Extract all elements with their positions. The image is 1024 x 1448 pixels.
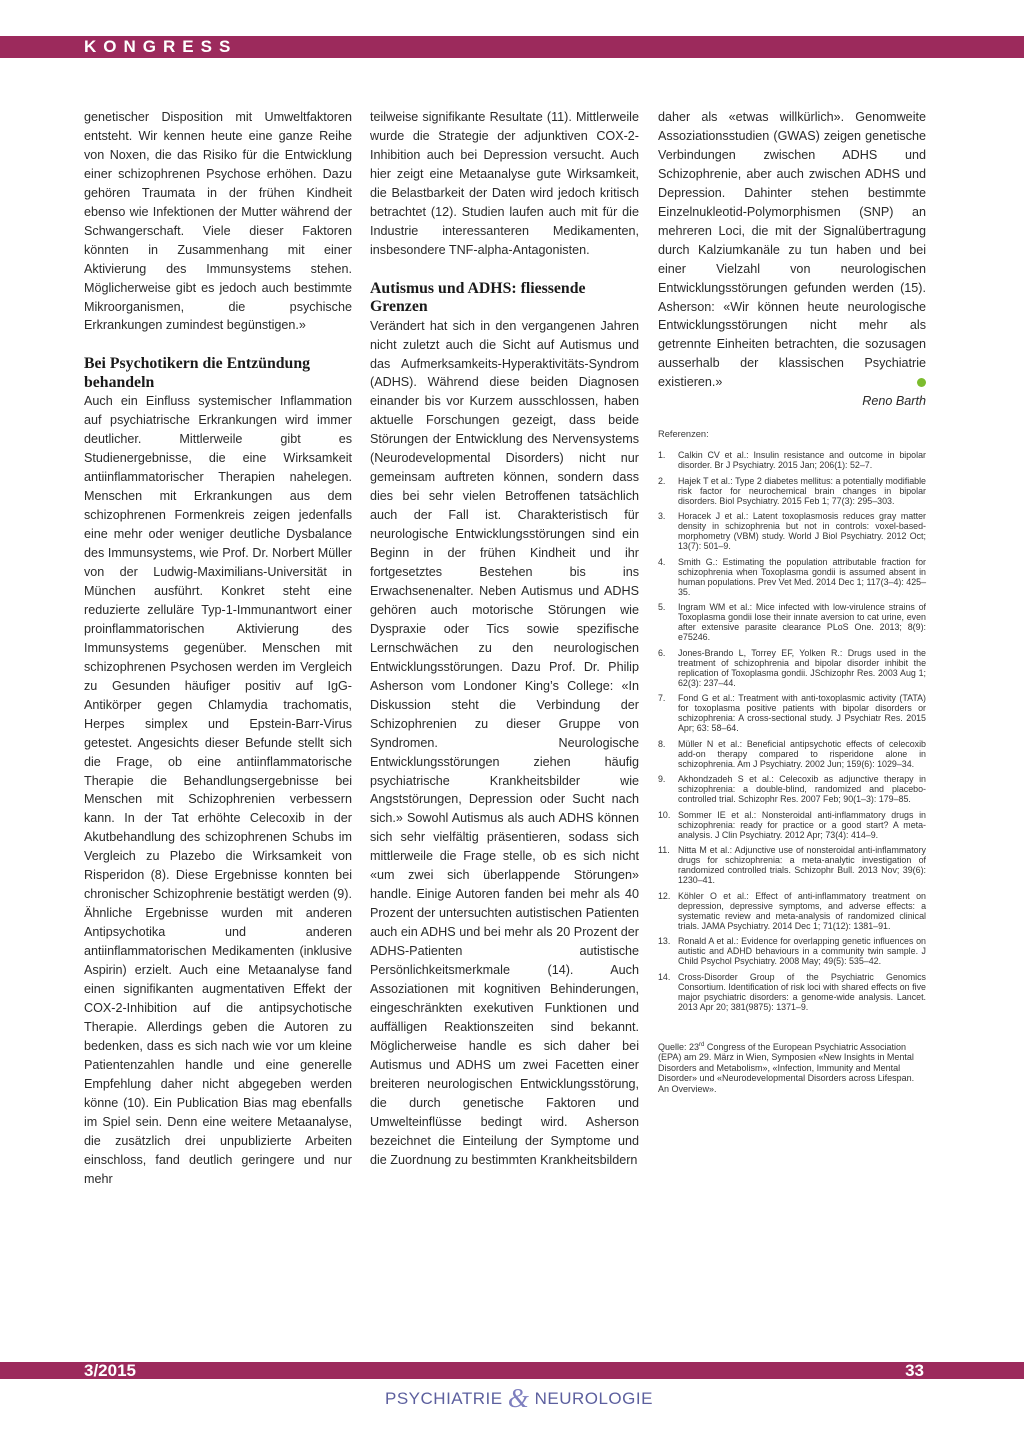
reference-item [658,936,926,966]
reference-item [658,557,926,597]
footer-bar [0,1362,1024,1379]
reference-text: Ingram WM et al.: Mice infected with low-virulence strains of Toxoplasma gondii lose their innate aversion to cat urine, even after extensive parasite clearance PLoS One. 2013; 8(9): e75246. [678,602,926,643]
reference-item [658,739,926,769]
paragraph [658,108,926,392]
article-column-1 [84,108,352,1188]
reference-number: 13. [658,936,671,947]
reference-text: Akhondzadeh S et al.: Celecoxib as adjunctive therapy in schizophrenia: a double-blind, randomized and placebo-controlled trial. Schizophr Res. 2007 Feb; 90(1–3): 179–85. [678,774,926,805]
end-of-article-marker-icon [917,378,926,387]
reference-item [658,972,926,1012]
reference-number: 11. [658,845,670,856]
reference-text: Müller N et al.: Beneficial antipsychotic effects of celecoxib add-on therapy compared to risperidone alone in schizophrenia. Am J Psychiatry. 2002 Jun; 159(6): 1029–34. [678,738,926,769]
paragraph: genetischer Disposition mit Umweltfaktoren entsteht. Wir kennen heute eine ganze Reihe von Noxen, die das Risiko für die Entwicklung einer schizophrenen Psychose erhöhen. Dazu gehören Traumata in der frühen Kindheit ebenso wie Infektionen der Mutter während der Schwangerschaft. Viele dieser Faktoren könnten in Zusammenhang mit einer Aktivierung des Immunsystems stehen. Möglicherweise gibt es jedoch auch bestimmte Mikroorganismen, die psychische Erkrankungen zumindest begünstigen.» [84,110,352,333]
source-note [658,1040,926,1095]
references-list [658,450,926,1012]
section-header-bar [0,36,1024,58]
reference-number: 9. [658,774,666,785]
reference-item [658,602,926,642]
section-heading: Bei Psychotikern die Entzündung behandeln [84,355,311,391]
reference-text: Ronald A et al.: Evidence for overlapping genetic influences on autistic and ADHD behaviours in a community twin sample. J Child Psychol Psychiatry. 2008 May; 49(5): 535–42. [678,936,926,967]
source-text: Congress of the European Psychiatric Association (EPA) am 29. März in Wien, Symposien «New Insights in Mental Disorders and Metabolism», «Infection, Immunity and Mental Disorder» und «Neurodevelopmental Disorders across Lifespan. An Overview». [658,1041,915,1094]
reference-item [658,774,926,804]
reference-number: 1. [658,450,666,461]
article-column-2 [370,108,639,1170]
reference-item [658,511,926,551]
reference-text: Köhler O et al.: Effect of anti-inflammatory treatment on depression, depressive symptoms, and adverse effects: a systematic review and meta-analysis of randomized clinical trials. JAMA Psychiatry. 2014 Dec 1; 71(12): 1381–91. [678,890,926,931]
ampersand-glyph: & [507,1383,530,1413]
reference-number: 14. [658,971,671,982]
source-superscript: rd [699,1041,705,1048]
reference-item [658,476,926,506]
journal-name-left: PSYCHIATRIE [385,1389,503,1408]
reference-item [658,891,926,931]
reference-text: Horacek J et al.: Latent toxoplasmosis reduces gray matter density in schizophrenia but not in controls: voxel-based-morphometry (VBM) study. World J Biol Psychiatry. 2012 Oct; 13(7): 501–9. [678,511,926,552]
reference-number: 8. [658,738,666,749]
reference-text: Smith G.: Estimating the population attributable fraction for schizophrenia when Toxoplasma gondii is assumed absent in human populations. Prev Vet Med. 2014 Dec 1; 117(3–4): 425–35. [678,556,927,597]
paragraph: teilweise signifikante Resultate (11). Mittlerweile wurde die Strategie der adjunktiven COX-2-Inhibition auch bei Depression versucht. Auch hier zeigt eine Metaanalyse gute Wirksamkeit, die Belastbarkeit der Daten wird jedoch kritisch betrachtet (12). Studien laufen auch mit für die Industrie interessanteren Medikamenten, insbesondere TNF-alpha-Antagonisten. [370,110,639,257]
reference-text: Jones-Brando L, Torrey EF, Yolken R.: Drugs used in the treatment of schizophrenia and bipolar disorder inhibit the replication of Toxoplasma gondii. JSchizophr Res. 2003 Aug 1; 62(3): 237–44. [678,647,926,688]
source-prefix: Quelle: 23 [658,1041,700,1052]
page-number: 33 [905,1361,924,1380]
reference-number: 12. [658,890,671,901]
reference-text: Calkin CV et al.: Insulin resistance and outcome in bipolar disorder. Br J Psychiatry. 2015 Jan; 206(1): 52–7. [678,450,926,471]
reference-number: 6. [658,647,666,658]
reference-text: Nitta M et al.: Adjunctive use of nonsteroidal anti-inflammatory drugs for schizophrenia: a meta-analytic investigation of randomized controlled trials. Schizophr Bull. 2013 Nov; 39(6): 1230–41. [678,845,926,886]
article-column-3 [658,108,926,1094]
reference-item [658,450,926,470]
reference-number: 10. [658,809,671,820]
paragraph-text: daher als «etwas willkürlich». Genomweite Assoziationsstudien (GWAS) zeigen genetische Verbindungen zwischen ADHS und Schizophrenie, aber auch zwischen ADHS und Depression. Dahinter stehen bestimmte Einzelnukleotid-Polymorphismen (SNP) an mehreren Loci, die mit der Signalübertragung durch Kalziumkanäle zu tun haben und bei einer Vielzahl von neurologischen Entwicklungsstörungen gefunden werden (15). Asherson: «Wir können heute neurologische Entwicklungsstörungen nicht mehr als getrennte Einheiten betrachten, die sozusagen ausserhalb der klassischen Psychiatrie existieren.» [658,110,926,390]
paragraph: Verändert hat sich in den vergangenen Jahren nicht zuletzt auch die Sicht auf Autismus und das Aufmerksamkeits-Hyperaktivitäts-Syndrom (ADHS). Während diese beiden Diagnosen einander bis vor Kurzem ausschlossen, haben aktuelle Forschungen gezeigt, dass beide Störungen der Entwicklung des Nervensystems (Neurodevelopmental Disorders) nicht nur gemeinsam auftreten können, sondern dass dies bei sehr vielen Betroffenen tatsächlich auch der Fall ist. Charakteristisch für neurologische Entwicklungsstörungen sind ein Beginn in der frühen Kindheit und ihr fortgesetztes Bestehen bis ins Erwachsenenalter. Neben Autismus und ADHS gehören auch motorische Störungen wie Dyspraxie oder Tics sowie spezifische Lernschwächen zu den neurologischen Entwicklungsstörungen. Dazu Prof. Dr. Philip Asherson vom Londoner King’s College: «In Diskussion steht die Verbindung der Schizophrenien zu dieser Gruppe von Syndromen. Neurologische Entwicklungsstörungen ziehen häufig psychiatrische Krankheitsbilder wie Angststörungen, Depression oder Sucht nach sich.» Sowohl Autismus als auch ADHS können sich sehr vielfältig präsentieren, sodass sich mittlerweile die Frage stelle, ob es sich nicht «um zwei sich überlappende Störungen» handle. Einige Autoren fanden bei mehr als 40 Prozent der untersuchten autistischen Patienten auch ein ADHS und bei mehr als 20 Prozent der ADHS-Patienten autistische Persönlichkeitsmerkmale (14). Auch Assoziationen mit kognitiven Behinderungen, eingeschränkten exekutiven Funktionen und auffälligen Reaktionszeiten sind bekannt. Möglicherweise handle es sich daher bei Autismus und ADHS um zwei Facetten einer breiteren neurologischen Entwicklungsstörung, die durch genetische Faktoren und Umwelteinflüsse bedingt wird. Asherson bezeichnet die Einteilung der Symptome und die Zuordnung zu bestimmten Krankheitsbildern [370,318,639,1167]
reference-text: Cross-Disorder Group of the Psychiatric Genomics Consortium. Identification of risk loci with shared effects on five major psychiatric disorders: a genome-wide analysis. Lancet. 2013 Apr 20; 381(9875): 1371–9. [678,971,926,1012]
reference-number: 7. [658,693,666,704]
journal-logo [385,1383,653,1414]
paragraph: Auch ein Einfluss systemischer Inflammation auf psychiatrische Erkrankungen wird immer deutlicher. Mittlerweile gibt es Studienergebnisse, die eine Wirksamkeit antiinflammatorischer Therapien nahelegen. Menschen mit Erkrankungen aus dem schizophrenen Formenkreis zeigen jedenfalls eine mehr oder weniger deutliche Dysbalance des Immunsystems, wie Prof. Dr. Norbert Müller von der Ludwig-Maximilians-Universität in München ausführt. Konkret steht eine reduzierte zelluläre Typ-1-Immunantwort einer proinflammatorischen Aktivierung des Immunsystems gegenüber. Menschen mit schizophrenen Psychosen werden im Vergleich zu Gesunden häufiger positiv auf IgG-Antikörper gegen Chlamydia trachomatis, Herpes simplex und Epstein-Barr-Virus getestet. Angesichts dieser Befunde stellt sich die Frage, ob eine antiinflammatorische Therapie die Behandlungsergebnisse bei Menschen mit Schizophrenien verbessern kann. In der Tat erhöhte Celecoxib in der Akutbehandlung des schizophrenen Schubs im Vergleich zu Plazebo die Wirksamkeit von Risperidon (8). Diese Ergebnisse konnten bei chronischer Schizophrenie bestätigt werden (9). Ähnliche Ergebnisse wurden mit anderen Antipsychotika und anderen antiinflammatorischen Medikamenten (inklusive Aspirin) erzielt. Auch eine Metaanalyse fand einen signifikanten augmentativen Effekt der COX-2-Inhibition auf die antipsychotische Therapie. Allerdings geben die Autoren zu bedenken, dass es sich nach wie vor um kleine Patientenzahlen handle und eine generelle Empfehlung daher nicht abgegeben werden könne (10). Ein Publication Bias mag ebenfalls im Spiel sein. Denn eine weitere Metaanalyse, die zusätzlich drei unpublizierte Arbeiten einschloss, fand deutlich geringere und nur mehr [84,394,352,1186]
journal-name-right: NEUROLOGIE [534,1389,653,1408]
references-heading: Referenzen: [658,429,709,440]
reference-number: 2. [658,475,666,486]
section-heading: Autismus und ADHS: fliessende Grenzen [370,279,586,316]
reference-item [658,648,926,688]
reference-number: 4. [658,556,666,567]
author-name: Reno Barth [862,394,926,409]
reference-text: Fond G et al.: Treatment with anti-toxoplasmic activity (TATA) for toxoplasma positive patients with bipolar disorders or schizophrenia: A cross-sectional study. J Psychiatr Res. 2015 Apr; 63: 58–64. [678,693,926,734]
section-title: KONGRESS [84,37,238,56]
reference-item [658,693,926,733]
reference-item [658,810,926,840]
issue-number: 3/2015 [84,1361,136,1380]
reference-text: Hajek T et al.: Type 2 diabetes mellitus: a potentially modifiable risk factor for neurochemical brain changes in bipolar disorders. Biol Psychiatry. 2015 Feb 1; 77(3): 295–303. [678,475,926,506]
reference-text: Sommer IE et al.: Nonsteroidal anti-inflammatory drugs in schizophrenia: ready for practice or a good start? A meta-analysis. J Clin Psychiatry. 2012 Apr; 73(4): 414–9. [678,809,926,840]
reference-item [658,845,926,885]
reference-number: 5. [658,602,666,613]
reference-number: 3. [658,511,666,522]
